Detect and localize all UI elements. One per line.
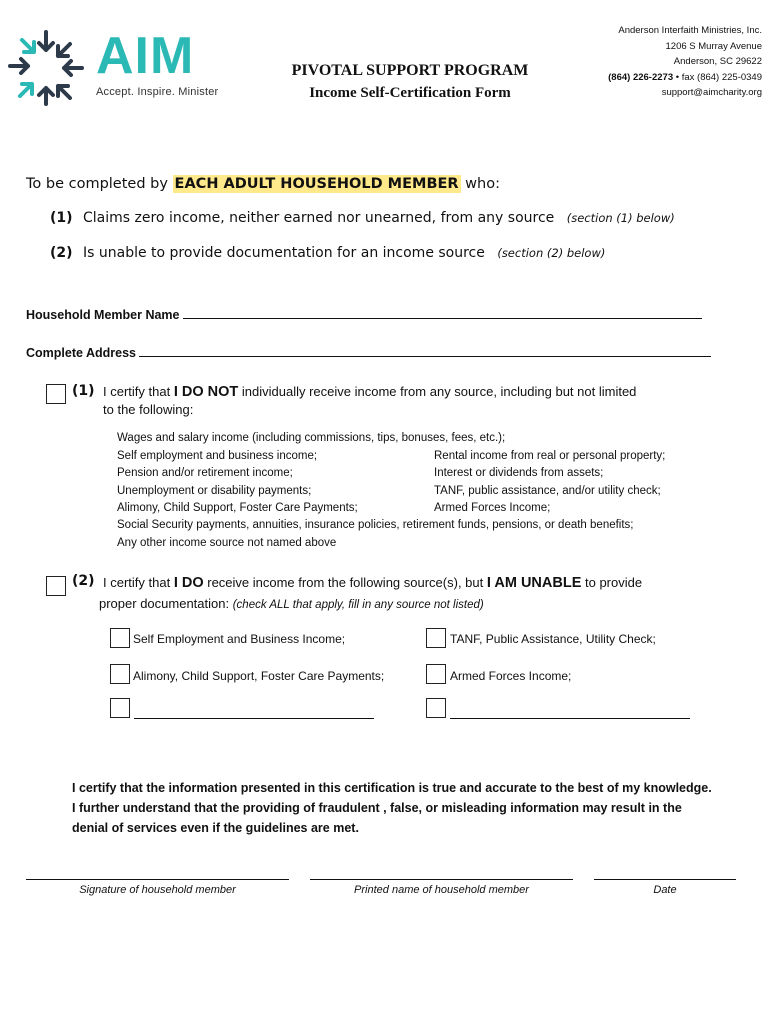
intro-suffix: who: bbox=[460, 176, 500, 192]
income-item: Social Security payments, annuities, insurance policies, retirement funds, pensions, or death benefits; bbox=[117, 519, 634, 531]
option-checkbox-tanf[interactable] bbox=[426, 628, 446, 648]
signature-label: Signature of household member bbox=[79, 884, 236, 896]
option-label: Armed Forces Income; bbox=[450, 669, 572, 683]
date-line[interactable] bbox=[594, 879, 736, 880]
section1-text-bold: I DO NOT bbox=[173, 384, 239, 400]
certification-statement: I certify that the information presented in this certification is true and accurate to the best of my knowledge. I further understand that the providing of fraudulent , false, or misleading information may result in the denial of services even if the guidelines are met. bbox=[72, 781, 712, 835]
org-address-line1: 1206 S Murray Avenue bbox=[665, 40, 762, 52]
section1-text-c: to the following: bbox=[103, 402, 194, 417]
criteria-note: (section (1) below) bbox=[566, 211, 675, 225]
income-item: Pension and/or retirement income; bbox=[117, 467, 293, 479]
section2-checkbox[interactable] bbox=[46, 576, 66, 596]
section2-text-a: I certify that bbox=[103, 575, 174, 590]
section2-text-c: to provide bbox=[581, 575, 643, 590]
form-program-title: PIVOTAL SUPPORT PROGRAM bbox=[291, 62, 529, 79]
section2-statement-line2 bbox=[99, 595, 484, 614]
other-source-field-2[interactable] bbox=[450, 706, 690, 719]
member-name-label: Household Member Name bbox=[26, 308, 180, 322]
section1-checkbox[interactable] bbox=[46, 384, 66, 404]
income-item: Unemployment or disability payments; bbox=[117, 485, 312, 497]
option-label: Self Employment and Business Income; bbox=[133, 632, 346, 646]
option-label: TANF, Public Assistance, Utility Check; bbox=[450, 632, 656, 646]
printed-name-label: Printed name of household member bbox=[354, 884, 529, 896]
section2-text-bold1: I DO bbox=[173, 575, 204, 591]
org-phone: (864) 226-2273 bbox=[608, 71, 674, 83]
income-item: Self employment and business income; bbox=[117, 450, 318, 462]
income-item: Rental income from real or personal property; bbox=[434, 450, 666, 462]
logo-tagline: Accept. Inspire. Minister bbox=[96, 86, 219, 98]
intro-text bbox=[26, 176, 500, 192]
org-address-line2: Anderson, SC 29622 bbox=[673, 56, 762, 67]
criteria-number: (1) bbox=[50, 210, 73, 226]
option-label: Alimony, Child Support, Foster Care Payments; bbox=[133, 669, 385, 683]
org-email[interactable]: support@aimcharity.org bbox=[661, 87, 762, 98]
arrows-logo-icon bbox=[6, 26, 86, 108]
date-label: Date bbox=[653, 884, 677, 896]
section1-number: (1) bbox=[72, 383, 95, 399]
section2-note: (check ALL that apply, fill in any source not listed) bbox=[232, 599, 484, 611]
org-name: Anderson Interfaith Ministries, Inc. bbox=[618, 25, 762, 36]
member-name-field[interactable] bbox=[183, 306, 702, 319]
printed-name-line[interactable] bbox=[310, 879, 573, 880]
other-source-field-1[interactable] bbox=[134, 706, 374, 719]
address-label: Complete Address bbox=[26, 346, 136, 360]
criteria-text: Claims zero income, neither earned nor unearned, from any source bbox=[83, 210, 555, 226]
org-phone-fax: (864) 226-2273 • fax (864) 225-0349 bbox=[608, 71, 762, 83]
income-item: TANF, public assistance, and/or utility check; bbox=[434, 485, 661, 497]
option-checkbox-self-employment[interactable] bbox=[110, 628, 130, 648]
criteria-item-2 bbox=[50, 245, 605, 261]
option-checkbox-other-1[interactable] bbox=[110, 698, 130, 718]
address-row bbox=[26, 344, 711, 360]
criteria-note: (section (2) below) bbox=[497, 246, 606, 260]
income-item: Any other income source not named above bbox=[117, 537, 337, 549]
income-item: Alimony, Child Support, Foster Care Payments; bbox=[117, 502, 358, 514]
address-field[interactable] bbox=[139, 344, 711, 357]
option-checkbox-other-2[interactable] bbox=[426, 698, 446, 718]
section2-statement bbox=[103, 574, 743, 592]
income-item: Wages and salary income (including commissions, tips, bonuses, fees, etc.); bbox=[117, 432, 506, 444]
criteria-number: (2) bbox=[50, 245, 73, 261]
org-fax: fax (864) 225-0349 bbox=[681, 71, 762, 83]
criteria-text: Is unable to provide documentation for an income source bbox=[83, 245, 485, 261]
income-item: Armed Forces Income; bbox=[434, 502, 551, 514]
criteria-item-1 bbox=[50, 210, 675, 226]
section2-text-d: proper documentation: bbox=[99, 596, 230, 611]
logo-wordmark: AIM bbox=[96, 27, 195, 85]
section2-text-bold2: I AM UNABLE bbox=[486, 575, 582, 591]
option-checkbox-armed-forces[interactable] bbox=[426, 664, 446, 684]
section1-statement bbox=[103, 383, 723, 419]
intro-prefix: To be completed by bbox=[26, 176, 173, 192]
section2-number: (2) bbox=[72, 573, 95, 589]
income-item: Interest or dividends from assets; bbox=[434, 467, 604, 479]
intro-highlight: EACH ADULT HOUSEHOLD MEMBER bbox=[174, 176, 459, 192]
member-name-row bbox=[26, 306, 702, 322]
form-subtitle: Income Self-Certification Form bbox=[309, 85, 511, 101]
section1-text-a: I certify that bbox=[103, 384, 174, 399]
option-checkbox-alimony[interactable] bbox=[110, 664, 130, 684]
section1-text-b: individually receive income from any source, including but not limited bbox=[238, 384, 637, 399]
section2-text-b: receive income from the following source(s), but bbox=[203, 575, 487, 590]
signature-line[interactable] bbox=[26, 879, 289, 880]
organization-contact bbox=[608, 23, 762, 101]
